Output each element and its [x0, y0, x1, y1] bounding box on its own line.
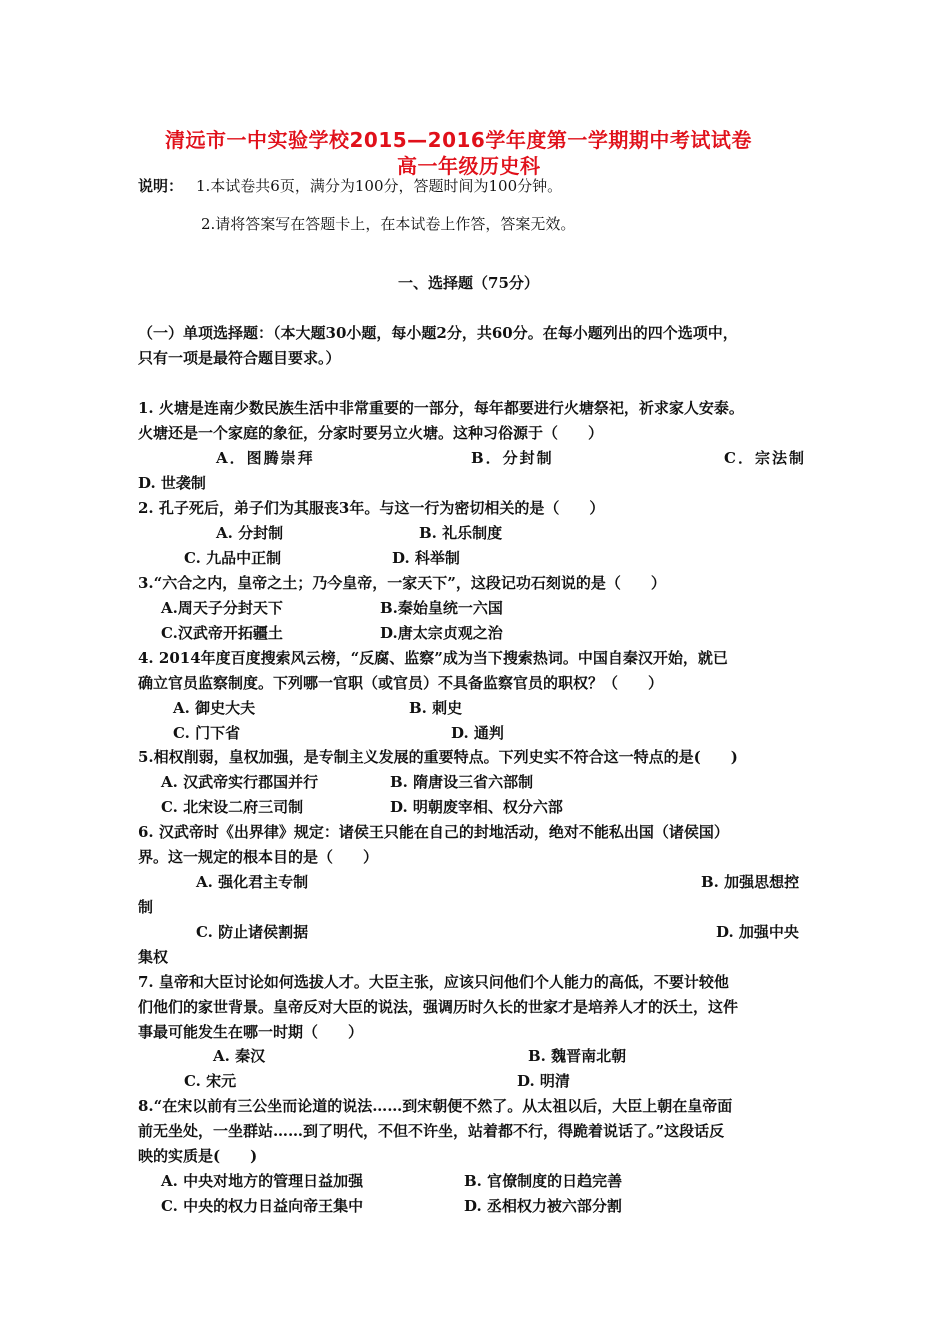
q8-stem-line-1: 8.“在宋以前有三公坐而论道的说法……到宋朝便不然了。从太祖以后，大臣上朝在皇帝面	[138, 1097, 733, 1115]
q8-stem-line-3: 映的实质是( )	[138, 1147, 258, 1165]
q4-stem-line-1: 4. 2014年度百度搜索风云榜，“反腐、监察”成为当下搜索热词。中国自秦汉开始，就已	[138, 649, 728, 667]
q4-option-a: A. 御史大夫	[173, 699, 256, 717]
notes-label: 说明：	[138, 177, 184, 195]
q8-option-c: C. 中央的权力日益向帝王集中	[161, 1197, 364, 1215]
q7-option-c: C. 宋元	[184, 1072, 237, 1090]
q1-option-b: B．分封制	[471, 449, 554, 467]
q5-option-c: C. 北宋设二府三司制	[161, 798, 304, 816]
q4-option-c: C. 门下省	[173, 724, 241, 742]
q5-stem: 5.相权削弱，皇权加强，是专制主义发展的重要特点。下列史实不符合这一特点的是( )	[138, 748, 738, 766]
q5-option-b: B. 隋唐设三省六部制	[390, 773, 534, 791]
exam-subtitle: 高一年级历史科	[397, 154, 541, 178]
q1-option-a: A．图腾崇拜	[216, 449, 315, 467]
q2-stem: 2. 孔子死后，弟子们为其服丧3年。与这一行为密切相关的是（ ）	[138, 499, 605, 517]
q1-option-d: D. 世袭制	[138, 474, 206, 492]
q2-option-b: B. 礼乐制度	[419, 524, 503, 542]
q4-option-b: B. 刺史	[409, 699, 463, 717]
q7-option-b: B. 魏晋南北朝	[528, 1047, 627, 1065]
q6-option-b-wrap: 制	[138, 898, 154, 916]
q7-option-a: A. 秦汉	[213, 1047, 266, 1065]
q7-stem-line-1: 7. 皇帝和大臣讨论如何选拔人才。大臣主张，应该只问他们个人能力的高低，不要计较他	[138, 973, 729, 991]
q6-option-d: D. 加强中央	[716, 923, 799, 941]
q6-option-d-wrap: 集权	[138, 948, 169, 966]
q2-option-d: D. 科举制	[392, 549, 460, 567]
section-title: 一、选择题（75分）	[398, 274, 539, 292]
q2-option-a: A. 分封制	[216, 524, 284, 542]
q7-stem-line-2: 们他们的家世背景。皇帝反对大臣的说法，强调历时久长的世家才是培养人才的沃土，这件	[138, 998, 739, 1016]
q8-option-b: B. 官僚制度的日趋完善	[464, 1172, 623, 1190]
q6-option-a: A. 强化君主专制	[196, 873, 309, 891]
q8-stem-line-2: 前无坐处，一坐群站……到了明代，不但不许坐，站着都不行，得跪着说话了。”这段话反	[138, 1122, 725, 1140]
q5-option-a: A. 汉武帝实行郡国并行	[161, 773, 319, 791]
q4-stem-line-2: 确立官员监察制度。下列哪一官职（或官员）不具备监察官员的职权？（ ）	[138, 674, 664, 692]
subsection-line-2: 只有一项是最符合题目要求。）	[138, 349, 341, 367]
q3-option-c: C.汉武帝开拓疆土	[161, 624, 283, 642]
q1-option-c: C．宗法制	[724, 449, 806, 467]
q8-option-a: A. 中央对地方的管理日益加强	[161, 1172, 364, 1190]
q3-option-a: A.周天子分封天下	[161, 599, 283, 617]
q3-option-d: D.唐太宗贞观之治	[380, 624, 503, 642]
q5-option-d: D. 明朝废宰相、权分六部	[390, 798, 563, 816]
subsection-line-1: （一）单项选择题：（本大题30小题，每小题2分，共60分。在每小题列出的四个选项中，	[138, 324, 738, 342]
q6-option-c: C. 防止诸侯割据	[196, 923, 309, 941]
q6-stem-line-1: 6. 汉武帝时《出界律》规定：诸侯王只能在自己的封地活动，绝对不能私出国（诸侯国）	[138, 823, 729, 841]
q2-option-c: C. 九品中正制	[184, 549, 282, 567]
q3-stem: 3.“六合之内，皇帝之土；乃今皇帝，一家天下”，这段记功石刻说的是（ ）	[138, 574, 666, 592]
q6-stem-line-2: 界。这一规定的根本目的是（ ）	[138, 848, 379, 866]
q8-option-d: D. 丞相权力被六部分割	[464, 1197, 622, 1215]
q7-stem-line-3: 事最可能发生在哪一时期（ ）	[138, 1023, 364, 1041]
note-2: 2.请将答案写在答题卡上，在本试卷上作答，答案无效。	[201, 215, 576, 233]
q4-option-d: D. 通判	[451, 724, 504, 742]
q7-option-d: D. 明清	[517, 1072, 570, 1090]
note-1: 1.本试卷共6页，满分为100分，答题时间为100分钟。	[196, 177, 563, 195]
q3-option-b: B.秦始皇统一六国	[380, 599, 503, 617]
q1-stem-line-1: 1. 火塘是连南少数民族生活中非常重要的一部分，每年都要进行火塘祭祀，祈求家人安泰。	[138, 399, 744, 417]
exam-title: 清远市一中实验学校2015—2016学年度第一学期期中考试试卷	[165, 128, 752, 152]
q1-stem-line-2: 火塘还是一个家庭的象征，分家时要另立火塘。这种习俗源于（ ）	[138, 424, 604, 442]
q6-option-b: B. 加强思想控	[701, 873, 800, 891]
